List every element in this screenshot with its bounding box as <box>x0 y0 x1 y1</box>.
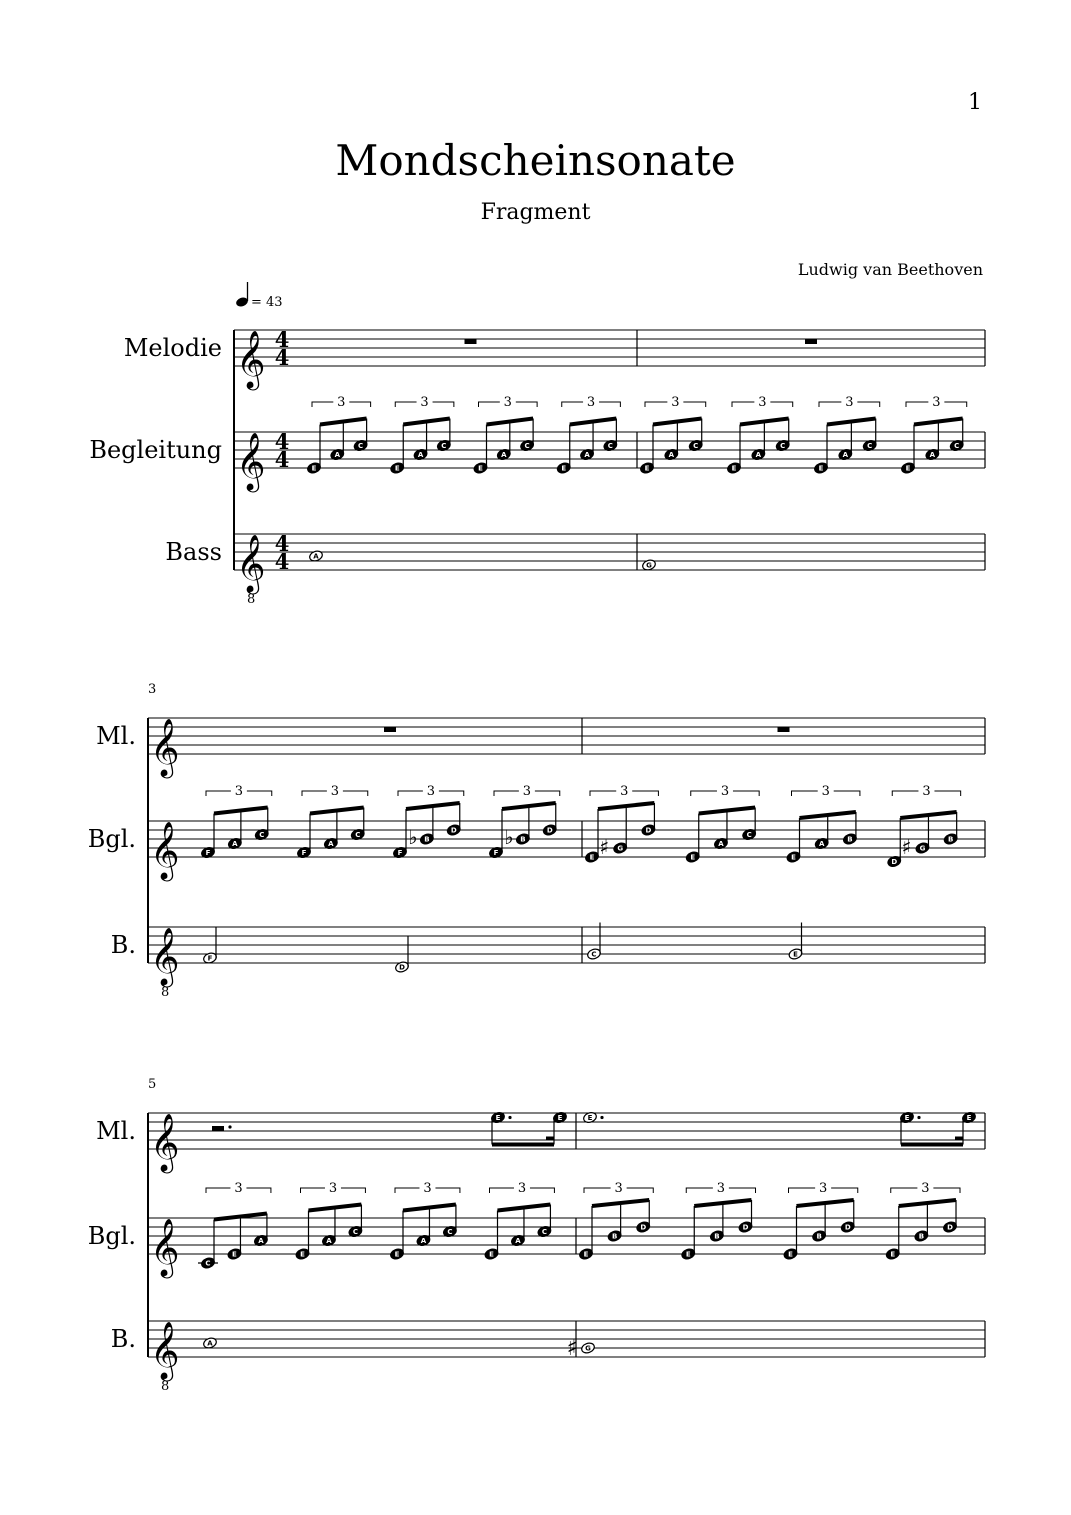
system-1-bass-time-signature-bottom: 4 <box>274 549 290 574</box>
system-3-measure-1-begleitung-note <box>484 1247 499 1260</box>
system-1-measure-2-begleitung-note-letter: C <box>954 442 960 450</box>
system-1-melodie-time-signature-top: 4 <box>274 327 290 352</box>
system-2-measure-1-begleitung-note-letter: F <box>493 849 499 857</box>
system-3-measure-2-begleitung-note <box>636 1220 651 1233</box>
system-2-measure-2-bass-note-letter: E <box>793 950 798 959</box>
system-2-measure-2-begleitung-note-letter: A <box>818 840 825 848</box>
system-1-measure-1-begleitung-note-letter: A <box>417 451 424 459</box>
composer-name: Ludwig van Beethoven <box>797 260 983 279</box>
system-3-measure-1-begleitung-note-letter: C <box>205 1259 211 1268</box>
system-1-measure-2-begleitung-note <box>726 461 741 474</box>
system-3-measure-2-melodie-note-letter: E <box>966 1114 972 1122</box>
instrument-label-bass: Bass <box>165 538 222 566</box>
system-2-measure-1-begleitung-note-letter: F <box>397 849 403 857</box>
system-1-begleitung-clef: 𝄞 <box>236 432 266 490</box>
system-1-measure-2-tuplet-number: 3 <box>845 395 854 410</box>
system-2-measure-1-begleitung-note-letter: B <box>520 835 526 844</box>
system-1-measure-1-begleitung-note <box>556 461 571 474</box>
system-3-measure-2-tuplet-number: 3 <box>716 1181 726 1196</box>
system-3-measure-2-tuplet-number: 3 <box>818 1181 828 1196</box>
system-1-measure-1-tuplet-number: 3 <box>420 395 429 410</box>
system-1-melodie-clef: 𝄞 <box>236 330 266 388</box>
instrument-label-melodie: Ml. <box>96 1117 136 1145</box>
system-1-bass-time-signature-top: 4 <box>274 531 290 556</box>
system-1-measure-2-begleitung-note-letter: C <box>867 442 873 450</box>
system-2-measure-2-tuplet-number: 3 <box>821 784 830 799</box>
system-2-measure-1-begleitung-note <box>446 823 461 836</box>
system-3-measure-1-begleitung-note-letter: E <box>394 1250 400 1259</box>
system-1-measure-2-tuplet-number: 3 <box>758 395 767 410</box>
system-2-measure-number: 3 <box>148 682 157 697</box>
system-2-bass-clef: 𝄞 <box>150 927 180 985</box>
system-3-measure-2-begleitung-note-letter: B <box>611 1232 618 1241</box>
system-2-measure-1-bass-note <box>394 960 409 973</box>
system-2-measure-2-begleitung-note-letter: B <box>847 835 853 844</box>
system-1-measure-2-begleitung-note-letter: E <box>905 464 911 473</box>
system-2-measure-2-accidental-sharp: ♯ <box>599 835 610 859</box>
system-3-measure-1-begleitung-note-letter: C <box>447 1228 453 1236</box>
system-2-measure-2-tuplet-number: 3 <box>620 784 629 799</box>
system-1-melodie-time-signature-bottom: 4 <box>274 345 290 370</box>
system-1-measure-1-begleitung-note-letter: A <box>334 451 341 459</box>
system-1-measure-1-begleitung-note <box>390 461 405 474</box>
system-3-measure-1-begleitung-note <box>389 1247 404 1260</box>
system-2-measure-1-begleitung-note <box>419 832 434 845</box>
system-3-measure-1-melodie-note-letter: E <box>495 1114 501 1122</box>
system-3-measure-1-begleitung-note-letter: E <box>300 1250 305 1259</box>
system-1-measure-1-melodie-whole-rest <box>465 339 477 344</box>
system-3-measure-2-begleitung-note <box>942 1220 957 1233</box>
system-3-measure-1-begleitung-note <box>295 1247 310 1260</box>
system-3-measure-2-bass-note <box>580 1341 595 1354</box>
system-3-measure-2-begleitung-note-letter: B <box>714 1232 720 1241</box>
system-2-measure-2-begleitung-note-letter: G <box>919 844 926 853</box>
system-3-bass-clef: 𝄞 <box>150 1321 180 1379</box>
system-3-measure-2-begleitung-note-letter: D <box>640 1223 647 1232</box>
system-2-measure-1-begleitung-note-letter: A <box>232 840 238 848</box>
system-1-measure-2-begleitung-note-letter: E <box>731 464 737 473</box>
system-1-measure-2-begleitung-note-letter: C <box>693 442 699 450</box>
system-3-measure-2-begleitung-note <box>709 1229 724 1242</box>
system-1-measure-2-bass-note-letter: G <box>646 561 652 570</box>
system-3-measure-2-begleitung-note-letter: D <box>742 1223 749 1232</box>
system-2-measure-1-begleitung-note-letter: C <box>259 831 265 839</box>
system-1-bass-clef-octave-mark: 8 <box>247 592 256 607</box>
system-2-measure-1-bass-note-letter: F <box>207 954 213 963</box>
system-3-measure-1-bass-note-letter: A <box>207 1339 213 1348</box>
system-3-measure-1-begleitung-note-letter: A <box>420 1237 427 1245</box>
tempo-marking <box>235 282 249 308</box>
system-3-measure-2-begleitung-note-letter: B <box>816 1232 822 1241</box>
system-3-measure-1-begleitung-note-letter: C <box>541 1228 547 1236</box>
system-3-measure-1-tuplet-number: 3 <box>234 1181 243 1196</box>
system-3-measure-2-bass-note-letter: G <box>585 1344 591 1353</box>
system-3-measure-2-begleitung-note-letter: E <box>583 1250 589 1259</box>
system-2-measure-2-bass-note <box>788 947 803 960</box>
system-3-measure-2-begleitung-note-letter: E <box>788 1250 793 1259</box>
system-2-measure-1-begleitung-note-letter: C <box>355 831 361 839</box>
system-1-measure-2-begleitung-note-letter: C <box>780 442 786 450</box>
system-2-measure-2-begleitung-note-letter: D <box>891 858 898 866</box>
system-2-measure-2-begleitung-note <box>584 850 599 863</box>
instrument-label-bass: B. <box>110 1325 136 1353</box>
system-3-measure-2-begleitung-note <box>578 1247 593 1260</box>
system-1-measure-1-begleitung-note <box>473 461 488 474</box>
system-1-measure-1-begleitung-note-letter: E <box>561 464 567 473</box>
system-2-measure-2-begleitung-note <box>613 841 628 854</box>
system-3-measure-2-begleitung-note <box>607 1229 622 1242</box>
system-1-measure-1-begleitung-note-letter: A <box>584 451 590 459</box>
system-2-bass-clef-octave-mark: 8 <box>161 985 170 1000</box>
instrument-label-melodie: Ml. <box>96 722 136 750</box>
system-3-measure-1-begleitung-note-letter: E <box>232 1250 237 1259</box>
system-3-measure-1-tuplet-number: 3 <box>423 1181 432 1196</box>
system-1-measure-2-begleitung-note-letter: E <box>644 464 650 473</box>
system-1-measure-1-begleitung-note-letter: E <box>478 464 483 473</box>
system-2-measure-1-begleitung-note <box>542 823 557 836</box>
system-1-measure-2-melodie-whole-rest <box>805 339 817 344</box>
instrument-label-melodie: Melodie <box>123 334 222 362</box>
system-1-measure-1-tuplet-number: 3 <box>503 395 512 410</box>
system-1-measure-1-begleitung-note-letter: C <box>524 442 530 450</box>
system-2-measure-1-accidental-flat: ♭ <box>408 825 418 849</box>
system-2-measure-2-melodie-whole-rest <box>778 727 790 732</box>
instrument-label-begleitung: Begleitung <box>89 436 222 464</box>
system-2-measure-1-tuplet-number: 3 <box>234 784 244 799</box>
system-2-measure-2-begleitung-note <box>842 832 857 845</box>
system-1-measure-1-begleitung-note-letter: C <box>358 442 364 450</box>
system-3-measure-2-melodie-note-letter: E <box>587 1114 593 1122</box>
system-3-measure-2-begleitung-note-letter: D <box>844 1223 851 1232</box>
system-2-measure-2-begleitung-note <box>915 841 930 854</box>
system-1-measure-1-begleitung-note-letter: C <box>441 442 447 450</box>
system-3-measure-1-melodie-note-letter: E <box>557 1114 563 1122</box>
system-3-measure-1-tuplet-number: 3 <box>328 1181 338 1196</box>
system-1-measure-2-tuplet-number: 3 <box>932 395 941 410</box>
system-1-measure-2-begleitung-note <box>900 461 915 474</box>
system-1-measure-1-begleitung-note-letter: C <box>607 442 613 450</box>
system-3-measure-2-melodie-note-letter: E <box>904 1114 910 1122</box>
piece-subtitle: Fragment <box>480 200 591 225</box>
system-3-measure-1-begleitung-note <box>227 1247 242 1260</box>
system-1-measure-1-begleitung-note-letter: A <box>501 451 507 459</box>
system-3-measure-1-begleitung-note <box>200 1256 215 1269</box>
system-2-measure-1-begleitung-note-letter: D <box>450 826 457 835</box>
system-3-measure-2-begleitung-note-letter: D <box>947 1223 953 1232</box>
system-2-measure-2-accidental-sharp: ♯ <box>901 835 912 859</box>
system-3-measure-2-begleitung-note <box>811 1229 826 1242</box>
system-1-measure-2-begleitung-note-letter: E <box>818 464 824 473</box>
system-2-measure-1-begleitung-note-letter: F <box>301 849 307 857</box>
system-1-measure-1-bass-note-letter: A <box>313 552 319 561</box>
system-1-measure-1-begleitung-note <box>306 461 321 474</box>
system-2-measure-1-melodie-whole-rest <box>384 727 396 732</box>
system-1-measure-2-tuplet-number: 3 <box>671 395 680 410</box>
system-2-measure-1-tuplet-number: 3 <box>522 784 532 799</box>
piece-title: Mondscheinsonate <box>335 136 736 185</box>
system-3-measure-2-tuplet-number: 3 <box>921 1181 930 1196</box>
system-3-measure-1-begleitung-note-letter: A <box>515 1237 521 1245</box>
system-2-measure-2-begleitung-note-letter: E <box>690 853 696 862</box>
system-3-measure-2-bass-sharp: ♯ <box>566 1336 578 1361</box>
system-2-measure-2-tuplet-number: 3 <box>720 784 730 799</box>
system-2-measure-1-accidental-flat: ♭ <box>504 825 514 849</box>
system-2-measure-2-begleitung-note-letter: B <box>947 835 954 844</box>
system-3-measure-1-tuplet-number: 3 <box>517 1181 527 1196</box>
system-3-measure-2-tuplet-number: 3 <box>614 1181 623 1196</box>
system-3-measure-2-begleitung-note-letter: B <box>918 1232 925 1241</box>
system-3-measure-2-begleitung-note <box>885 1247 900 1260</box>
system-3-measure-1-begleitung-note-letter: A <box>326 1237 332 1245</box>
system-1-measure-2-begleitung-note-letter: A <box>755 451 762 459</box>
system-2-measure-2-begleitung-note <box>943 832 958 845</box>
system-2-measure-1-begleitung-note <box>515 832 530 845</box>
system-1-bass-clef: 𝄞 <box>236 534 266 592</box>
tempo-text: = 43 <box>251 295 283 310</box>
page-number: 1 <box>968 90 982 115</box>
system-2-measure-1-begleitung-note-letter: F <box>205 849 211 857</box>
system-3-measure-2-begleitung-note-letter: E <box>890 1250 896 1259</box>
system-3-measure-1-begleitung-note-letter: A <box>258 1237 264 1245</box>
instrument-label-begleitung: Bgl. <box>87 825 136 853</box>
system-3-measure-2-begleitung-note <box>783 1247 798 1260</box>
system-2-measure-2-bass-note <box>586 947 601 960</box>
system-3-measure-1-melodie-dot <box>508 1116 511 1119</box>
system-1-measure-1-tuplet-number: 3 <box>337 395 346 410</box>
system-3-measure-2-begleitung-note-letter: E <box>685 1250 691 1259</box>
system-3-measure-1-begleitung-note-letter: C <box>352 1228 358 1236</box>
system-2-measure-2-begleitung-note-letter: A <box>718 840 724 848</box>
system-2-melodie-clef: 𝄞 <box>150 718 180 776</box>
system-2-measure-2-begleitung-note-letter: E <box>589 853 595 862</box>
system-3-measure-2-begleitung-note <box>914 1229 929 1242</box>
system-2-begleitung-clef: 𝄞 <box>150 821 180 879</box>
system-1-measure-2-begleitung-note-letter: A <box>842 451 849 459</box>
system-2-measure-1-tuplet-number: 3 <box>330 784 340 799</box>
instrument-label-begleitung: Bgl. <box>87 1222 136 1250</box>
system-1-measure-2-begleitung-note-letter: A <box>668 451 675 459</box>
system-1-measure-2-begleitung-note-letter: A <box>929 451 936 459</box>
system-3-measure-2-melodie-dot <box>917 1116 920 1119</box>
system-2-measure-2-bass-note-letter: C <box>591 950 597 959</box>
system-2-measure-1-begleitung-note-letter: D <box>546 826 553 835</box>
system-3-begleitung-clef: 𝄞 <box>150 1218 180 1276</box>
system-2-measure-1-tuplet-number: 3 <box>426 784 436 799</box>
system-2-measure-2-begleitung-note <box>685 850 700 863</box>
system-2-measure-1-begleitung-note-letter: B <box>424 835 430 844</box>
system-3-measure-1-melodie-half-rest <box>212 1126 224 1131</box>
system-1-measure-2-begleitung-note <box>813 461 828 474</box>
system-3-measure-2-begleitung-note <box>681 1247 696 1260</box>
system-2-measure-2-begleitung-note <box>641 823 656 836</box>
system-3-melodie-clef: 𝄞 <box>150 1113 180 1171</box>
system-1-measure-1-tuplet-number: 3 <box>586 395 596 410</box>
system-2-measure-2-begleitung-note-letter: G <box>617 844 624 853</box>
system-1-measure-1-begleitung-note-letter: E <box>311 464 317 473</box>
system-3-measure-1-begleitung-note-letter: E <box>489 1250 494 1259</box>
system-3-measure-2-melodie-dot <box>600 1116 603 1119</box>
system-2-measure-2-tuplet-number: 3 <box>922 784 931 799</box>
system-3-bass-clef-octave-mark: 8 <box>161 1379 170 1394</box>
system-1-begleitung-time-signature-top: 4 <box>274 429 290 454</box>
system-2-measure-2-begleitung-note-letter: E <box>791 853 796 862</box>
system-3-measure-2-begleitung-note <box>840 1220 855 1233</box>
system-3-measure-1-melodie-rest-dot <box>228 1125 231 1128</box>
system-3-measure-2-begleitung-note <box>738 1220 753 1233</box>
system-2-measure-2-begleitung-note-letter: D <box>645 826 652 835</box>
system-2-measure-1-bass-note-letter: D <box>399 963 405 972</box>
system-2-measure-2-begleitung-note-letter: C <box>746 831 752 839</box>
instrument-label-bass: B. <box>110 931 136 959</box>
system-2-measure-1-begleitung-note-letter: A <box>328 840 334 848</box>
system-1-measure-1-begleitung-note-letter: E <box>394 464 400 473</box>
system-3-measure-number: 5 <box>148 1077 157 1092</box>
system-1-measure-2-begleitung-note <box>639 461 654 474</box>
system-1-begleitung-time-signature-bottom: 4 <box>274 447 290 472</box>
system-2-measure-2-begleitung-note <box>786 850 801 863</box>
